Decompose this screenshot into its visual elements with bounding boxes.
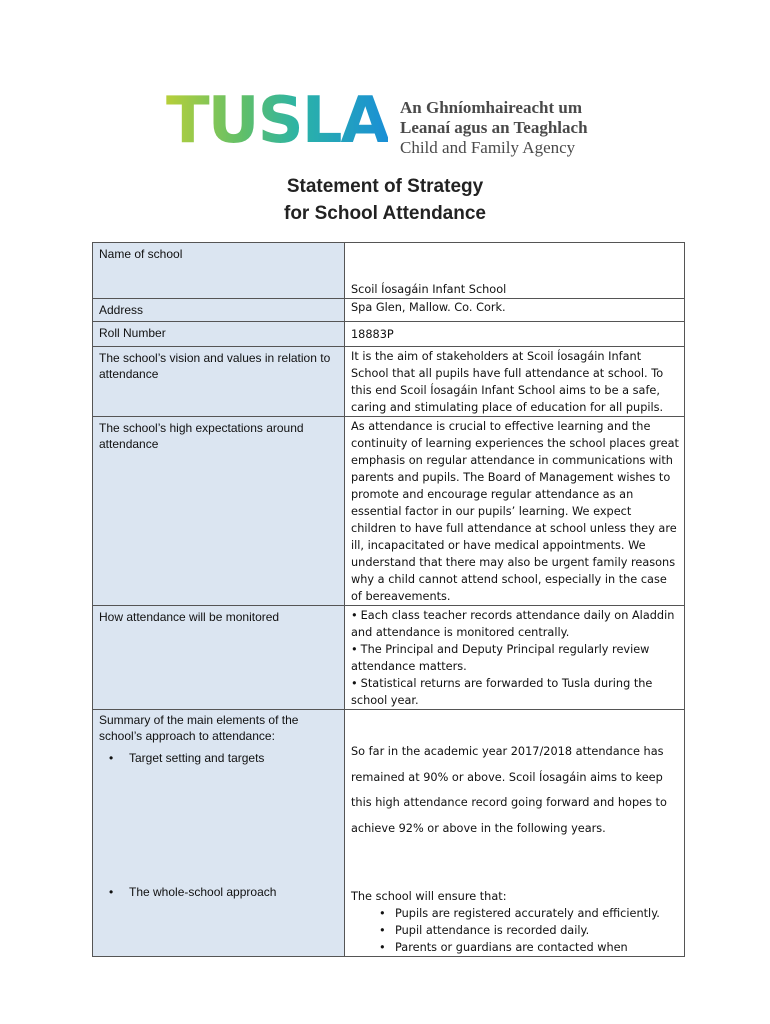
value-summary: [345, 710, 685, 957]
table-row-monitored: [93, 606, 685, 710]
label-summary: [93, 710, 345, 957]
summary-heading: Summary of the main elements of the school’s approach to attendance:: [99, 713, 299, 743]
table-row-address: [93, 299, 685, 322]
document-title-line1: Statement of Strategy: [286, 176, 484, 197]
agency-irish-line2: Leanaí agus an Teaghlach: [400, 118, 588, 137]
value-address: Spa Glen, Mallow. Co. Cork.: [345, 299, 685, 322]
logo-wordmark: TUSLA: [166, 84, 389, 158]
value-roll: 18883P: [345, 322, 685, 347]
value-monitored: [345, 606, 685, 710]
document-title-line2: for School Attendance: [284, 203, 486, 224]
value-vision: It is the aim of stakeholders at Scoil Íosagáin Infant School that all pupils have full attendance at school. To this end Scoil Íosagáin Infant School aims to be a safe, caring and stimulating place of education for all pupils.: [345, 347, 685, 417]
label-monitored: How attendance will be monitored: [93, 606, 345, 710]
ensure-item-3: • Parents or guardians are contacted when: [351, 939, 680, 956]
target-setting-label: • Target setting and targets: [99, 750, 338, 766]
table-row-vision: [93, 347, 685, 417]
monitor-item-2: • The Principal and Deputy Principal regularly review attendance matters.: [351, 641, 680, 675]
ensure-item-1: • Pupils are registered accurately and efficiently.: [351, 905, 680, 922]
agency-english: Child and Family Agency: [400, 138, 576, 157]
strategy-table: [92, 242, 685, 957]
monitor-item-3: • Statistical returns are forwarded to Tusla during the school year.: [351, 675, 680, 709]
label-expectations: The school’s high expectations around attendance: [93, 417, 345, 606]
whole-school-label: • The whole-school approach: [99, 884, 338, 900]
value-expectations: As attendance is crucial to effective learning and the continuity of learning experiences the school places great emphasis on regular attendance in communications with parents and pupils. The Board of Management wishes to promote and encourage regular attendance as an essential factor in our pupils’ learning. We expect children to have full attendance at school unless they are ill, incapacitated or have medical appointments. We understand that there may also be urgent family reasons why a child cannot attend school, especially in the case of bereavements.: [345, 417, 685, 606]
monitor-item-1: • Each class teacher records attendance daily on Aladdin and attendance is monitored centrally.: [351, 607, 680, 641]
agency-name: [400, 98, 588, 158]
tusla-logo: [166, 86, 606, 156]
table-row-expectations: [93, 417, 685, 606]
label-address: Address: [93, 299, 345, 322]
label-name: Name of school: [93, 243, 345, 299]
value-name: [345, 243, 685, 299]
table-row-summary: [93, 710, 685, 957]
table-row-roll: [93, 322, 685, 347]
ensure-item-2: • Pupil attendance is recorded daily.: [351, 922, 680, 939]
table-row-name: [93, 243, 685, 299]
whole-intro: The school will ensure that:: [351, 890, 507, 903]
target-text: So far in the academic year 2017/2018 attendance has remained at 90% or above. Scoil Íosagáin aims to keep this high attendance record going forward and hopes to achieve 92% or above in the following years.: [351, 745, 667, 835]
agency-irish-line1: An Ghníomhaireacht um: [400, 98, 582, 117]
whole-school-list: [351, 905, 680, 956]
label-vision: The school’s vision and values in relation to attendance: [93, 347, 345, 417]
school-name: Scoil Íosagáin Infant School: [351, 283, 507, 296]
label-roll: Roll Number: [93, 322, 345, 347]
